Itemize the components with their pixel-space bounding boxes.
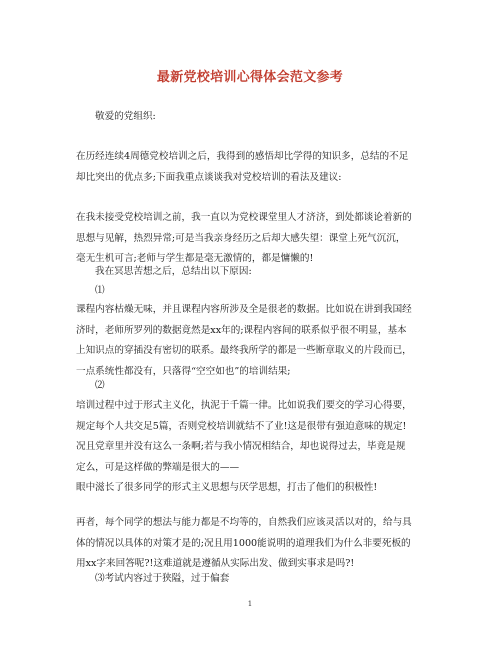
paragraph-intro	[76, 147, 426, 188]
text-line: 定么，可是这样做的弊端是很大的——	[76, 461, 240, 473]
text-line: 却比突出的优点多;下面我重点谈谈我对党校培训的看法及建议:	[76, 171, 342, 183]
paragraph-before-training	[76, 208, 426, 270]
paragraph-moreover	[76, 513, 426, 575]
text-line: 济时，老师所罗列的数据竟然是xx年的;课程内容间的联系似乎很不明显，基本	[76, 324, 407, 336]
document-title: 最新党校培训心得体会范文参考	[156, 70, 344, 85]
text-line: 用xx字来回答呢?!这难道就是遵循从实际出发、做到实事求是吗?!	[76, 558, 355, 569]
paragraph-reason-2	[76, 396, 426, 499]
text-line: 毫无生机可言;老师与学生都是毫无激情的，都是慵懒的!	[76, 253, 314, 264]
text-line: 培训过程中过于形式主义化，执泥于千篇一律。比如说我们要交的学习心得要，	[76, 400, 412, 411]
text-line: 思想与见解，热烈异常;可是当我亲身经历之后却大感失望：课堂上死气沉沉，	[76, 232, 406, 244]
list-item-label-2: ⑵	[95, 380, 105, 391]
greeting: 敬爱的党组织:	[95, 111, 156, 122]
text-line: 再者，每个同学的想法与能力都是不均等的，自然我们应该灵活以对的，给与具	[76, 517, 412, 528]
text-line: 眼中滋长了很多同学的形式主义思想与厌学思想，打击了他们的积极性!	[76, 482, 378, 493]
text-line: 体的情况以具体的对策才是的;况且用1000能说明的道理我们为什么非要死板的	[76, 537, 411, 549]
text-line: 在我未接受党校培训之前，我一直以为党校课堂里人才济济，到处都谈论着新的	[76, 212, 412, 223]
paragraph-reasons-intro: 我在冥思苦想之后，总结出以下原因:	[95, 266, 252, 277]
list-item-label-1: ⑴	[95, 285, 105, 296]
text-line: 上知识点的穿插没有密切的联系。最终我所学的都是一些断章取义的片段而已，	[76, 345, 412, 356]
paragraph-reason-1	[76, 300, 426, 382]
text-line: 规定每个人共交足5篇，否则党校培训就结不了业!这是很带有强迫意味的规定!	[76, 420, 407, 432]
text-line: 况且党章里并没有这么一条啊;若与我小情况相结合，却也说得过去，毕竟是规	[76, 441, 406, 452]
text-line: 在历经连续4周德党校培训之后，我得到的感悟却比学得的知识多，总结的不足	[76, 151, 409, 162]
page-number: 1	[247, 600, 253, 608]
text-line: 一点系统性都没有，只落得“空空如也”的培训结果;	[76, 365, 291, 377]
text-line: 课程内容枯燥无味，并且课程内容所涉及全是很老的数据。比如说在讲到我国经	[76, 304, 412, 315]
list-item-3: ⑶考试内容过于狭隘，过于偏套	[95, 573, 230, 584]
